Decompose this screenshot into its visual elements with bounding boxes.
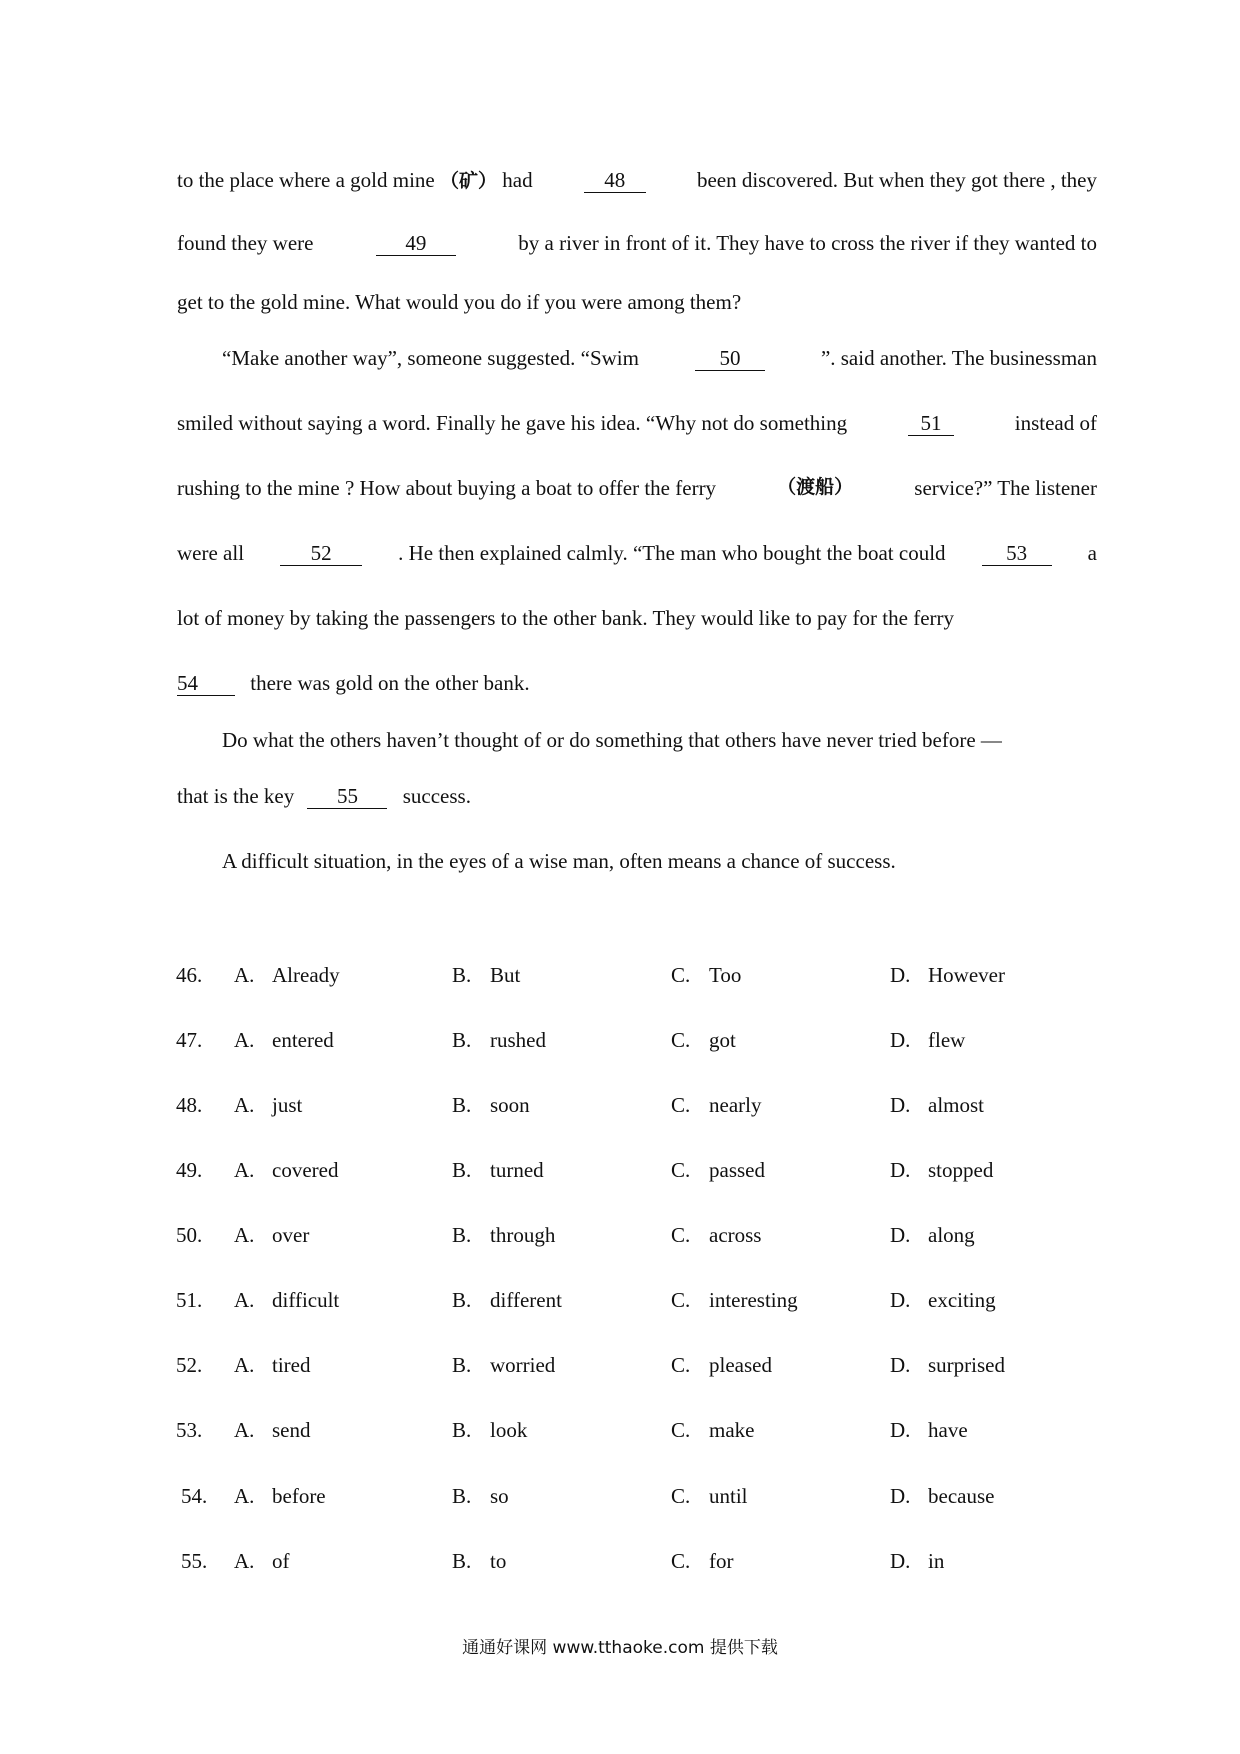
option-c[interactable] [671,1225,761,1246]
option-letter: A. [234,1353,255,1377]
option-letter: B. [452,1484,472,1508]
option-text: send [272,1418,311,1442]
option-letter: B. [452,1288,472,1312]
option-letter: B. [452,963,472,987]
option-text: so [490,1484,509,1508]
passage-line-2 [177,233,1097,256]
option-letter: D. [890,1223,911,1247]
option-letter: C. [671,963,691,987]
option-letter: B. [452,1223,472,1247]
option-text: before [272,1484,326,1508]
option-c[interactable] [671,1160,765,1181]
option-letter: B. [452,1158,472,1182]
option-text: along [928,1223,975,1247]
question-number: 47. [176,1028,203,1052]
option-a[interactable] [234,1551,290,1572]
option-text: But [490,963,521,987]
option-letter: A. [234,1418,255,1442]
text: to the place where a gold mine （矿） had [177,168,533,192]
question-number: 49. [176,1158,203,1182]
option-text: rushed [490,1028,546,1052]
option-text: have [928,1418,968,1442]
option-c[interactable] [671,1290,798,1311]
option-c[interactable] [671,1095,761,1116]
option-text: exciting [928,1288,996,1312]
option-letter: A. [234,963,255,987]
option-d[interactable] [890,965,1005,986]
option-text: entered [272,1028,334,1052]
question-number: 48. [176,1093,203,1117]
question-number: 46. [176,963,203,987]
option-text: turned [490,1158,544,1182]
option-text: surprised [928,1353,1005,1377]
option-letter: A. [234,1484,255,1508]
option-a[interactable] [234,1355,310,1376]
footer: 通通好课网 www.tthaoke.com 提供下载 [462,1638,778,1658]
option-letter: D. [890,963,911,987]
option-b[interactable] [452,1290,562,1311]
option-c[interactable] [671,1551,734,1572]
passage-line-6 [177,478,1097,499]
option-letter: A. [234,1223,255,1247]
option-letter: C. [671,1418,691,1442]
option-text: soon [490,1093,530,1117]
option-text: flew [928,1028,966,1052]
option-a[interactable] [234,1290,339,1311]
blank-54: 54 [177,673,235,696]
blank-50: 50 [695,348,765,371]
option-letter: A. [234,1288,255,1312]
blank-53: 53 [982,543,1052,566]
option-letter: B. [452,1353,472,1377]
option-d[interactable] [890,1225,975,1246]
option-b[interactable] [452,1486,509,1507]
option-text: Already [272,963,340,987]
question-number: 54. [181,1484,208,1508]
option-a[interactable] [234,1160,338,1181]
option-b[interactable] [452,1551,506,1572]
option-text: in [928,1549,945,1573]
question-number: 55. [181,1549,208,1573]
option-text: stopped [928,1158,994,1182]
option-text: of [272,1549,290,1573]
option-text: because [928,1484,995,1508]
option-a[interactable] [234,1486,326,1507]
text: found they were [177,231,314,255]
text: ”. said another. The businessman [820,346,1097,370]
option-text: almost [928,1093,984,1117]
option-d[interactable] [890,1290,996,1311]
option-d[interactable] [890,1551,944,1572]
option-d[interactable] [890,1030,965,1051]
option-d[interactable] [890,1420,968,1441]
question-number: 51. [176,1288,203,1312]
option-letter: D. [890,1288,911,1312]
option-letter: D. [890,1158,911,1182]
option-letter: C. [671,1484,691,1508]
option-text: for [709,1549,734,1573]
option-letter: A. [234,1158,255,1182]
option-text: over [272,1223,310,1247]
passage-line-1 [177,170,1097,193]
question-number: 52. [176,1353,203,1377]
option-letter: C. [671,1028,691,1052]
blank-55: 55 [307,786,387,809]
option-text: just [272,1093,303,1117]
option-letter: A. [234,1549,255,1573]
option-letter: D. [890,1484,911,1508]
option-d[interactable] [890,1160,993,1181]
blank-49: 49 [376,233,456,256]
option-a[interactable] [234,1030,334,1051]
option-letter: C. [671,1288,691,1312]
question-number: 50. [176,1223,203,1247]
option-text: difficult [272,1288,340,1312]
option-letter: B. [452,1418,472,1442]
cjk-note: （渡船） [777,476,854,498]
option-c[interactable] [671,1355,772,1376]
text: instead of [1014,411,1097,435]
option-letter: A. [234,1028,255,1052]
option-b[interactable] [452,965,520,986]
option-a[interactable] [234,1225,309,1246]
option-a[interactable] [234,965,340,986]
option-text: Too [709,963,742,987]
text: success. [402,784,471,808]
option-d[interactable] [890,1355,1005,1376]
option-text: However [928,963,1005,987]
passage-line-10: Do what the others haven’t thought of or do something that others have never tried before — [222,728,1002,752]
question-number: 53. [176,1418,203,1442]
text: “Make another way”, someone suggested. “Swim [222,346,639,370]
option-letter: B. [452,1093,472,1117]
option-text: to [490,1549,507,1573]
option-text: pleased [709,1353,772,1377]
blank-48: 48 [584,170,646,193]
passage-line-4 [222,348,1097,371]
option-text: look [490,1418,528,1442]
text: that is the key [177,784,295,808]
option-d[interactable] [890,1486,994,1507]
option-d[interactable] [890,1095,984,1116]
option-text: until [709,1484,748,1508]
option-letter: C. [671,1353,691,1377]
option-text: tired [272,1353,311,1377]
passage-line-11 [177,786,1097,809]
option-letter: D. [890,1353,911,1377]
option-c[interactable] [671,1486,748,1507]
option-text: across [709,1223,762,1247]
option-letter: C. [671,1549,691,1573]
option-a[interactable] [234,1095,302,1116]
passage-line-5 [177,413,1097,436]
option-letter: C. [671,1093,691,1117]
option-b[interactable] [452,1030,546,1051]
option-letter: D. [890,1418,911,1442]
option-letter: C. [671,1223,691,1247]
text: smiled without saying a word. Finally he gave his idea. “Why not do something [177,411,848,435]
option-b[interactable] [452,1095,530,1116]
text: a [1087,541,1097,565]
blank-52: 52 [280,543,362,566]
blank-51: 51 [908,413,954,436]
text: service?” The listener [914,476,1097,500]
passage-line-9 [177,673,1097,696]
option-letter: D. [890,1028,911,1052]
option-c[interactable] [671,965,741,986]
option-text: nearly [709,1093,762,1117]
passage-line-3: get to the gold mine. What would you do if you were among them? [177,290,742,314]
passage-line-12: A difficult situation, in the eyes of a wise man, often means a chance of success. [222,849,896,873]
option-text: covered [272,1158,339,1182]
option-text: through [490,1223,556,1247]
text: rushing to the mine ? How about buying a boat to offer the ferry [177,476,717,500]
option-letter: A. [234,1093,255,1117]
option-letter: B. [452,1028,472,1052]
text: there was gold on the other bank. [250,671,530,695]
option-c[interactable] [671,1030,736,1051]
text: been discovered. But when they got there , they [696,168,1097,192]
option-b[interactable] [452,1355,555,1376]
passage-line-7 [177,543,1097,566]
option-b[interactable] [452,1420,527,1441]
text: were all [177,541,245,565]
option-letter: D. [890,1549,911,1573]
text: by a river in front of it. They have to cross the river if they wanted to [518,231,1097,255]
text: . He then explained calmly. “The man who bought the boat could [398,541,946,565]
option-c[interactable] [671,1420,754,1441]
option-letter: C. [671,1158,691,1182]
option-text: different [490,1288,562,1312]
option-text: got [709,1028,736,1052]
option-text: make [709,1418,755,1442]
option-a[interactable] [234,1420,311,1441]
option-letter: D. [890,1093,911,1117]
option-b[interactable] [452,1160,544,1181]
option-text: worried [490,1353,556,1377]
option-letter: B. [452,1549,472,1573]
option-text: interesting [709,1288,798,1312]
passage-line-8: lot of money by taking the passengers to the other bank. They would like to pay for the ferry [177,606,954,630]
option-text: passed [709,1158,765,1182]
option-b[interactable] [452,1225,555,1246]
